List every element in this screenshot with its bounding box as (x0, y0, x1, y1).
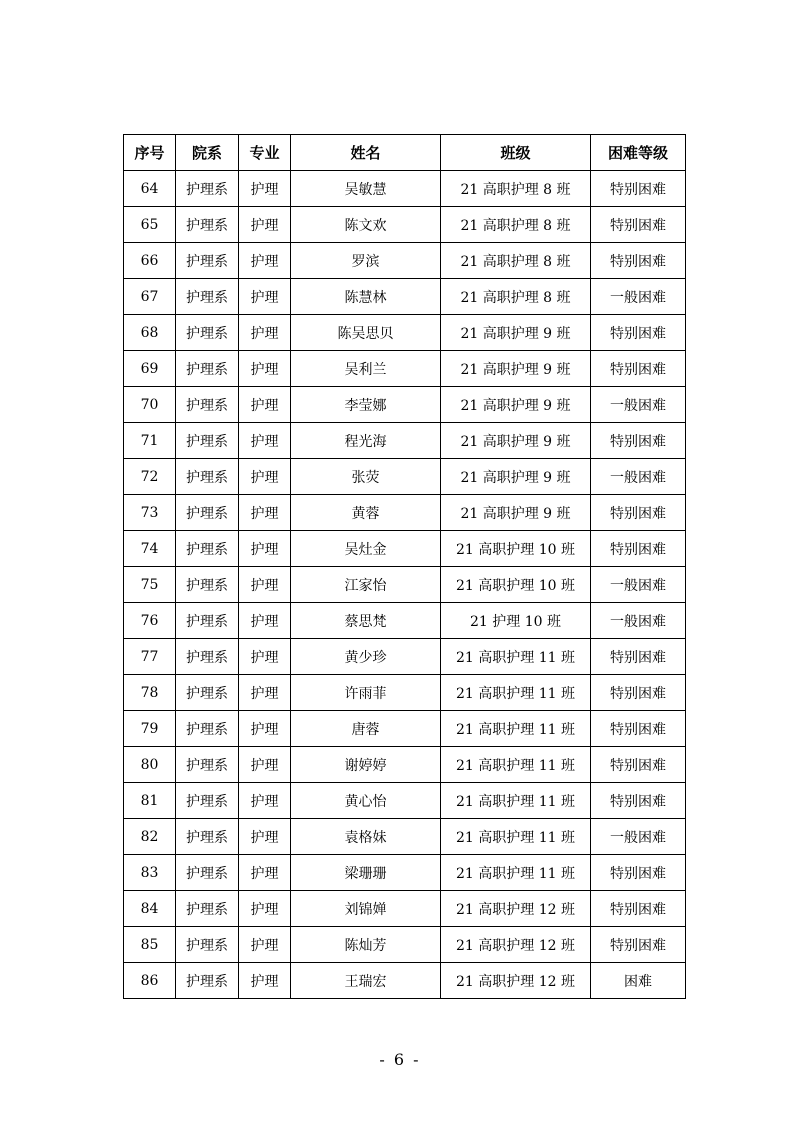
cell-class: 21 高职护理 10 班 (441, 531, 591, 567)
cell-difficulty-level: 一般困难 (591, 279, 686, 315)
cell-class: 21 高职护理 11 班 (441, 855, 591, 891)
cell-class: 21 高职护理 11 班 (441, 639, 591, 675)
cell-class: 21 高职护理 11 班 (441, 819, 591, 855)
cell-index: 77 (124, 639, 176, 675)
cell-name: 吴利兰 (291, 351, 441, 387)
header-name: 姓名 (291, 135, 441, 171)
cell-major: 护理 (239, 603, 291, 639)
table-row (124, 639, 686, 675)
cell-difficulty-level: 特别困难 (591, 423, 686, 459)
cell-class: 21 高职护理 9 班 (441, 351, 591, 387)
cell-index: 84 (124, 891, 176, 927)
cell-major: 护理 (239, 243, 291, 279)
table-row (124, 927, 686, 963)
cell-department: 护理系 (176, 423, 239, 459)
cell-major: 护理 (239, 459, 291, 495)
cell-index: 64 (124, 171, 176, 207)
cell-class: 21 高职护理 8 班 (441, 207, 591, 243)
cell-index: 79 (124, 711, 176, 747)
cell-name: 陈慧林 (291, 279, 441, 315)
cell-class: 21 高职护理 8 班 (441, 279, 591, 315)
cell-difficulty-level: 一般困难 (591, 819, 686, 855)
cell-class: 21 高职护理 12 班 (441, 963, 591, 999)
cell-index: 73 (124, 495, 176, 531)
cell-difficulty-level: 特别困难 (591, 747, 686, 783)
cell-department: 护理系 (176, 531, 239, 567)
cell-class: 21 高职护理 8 班 (441, 171, 591, 207)
cell-major: 护理 (239, 927, 291, 963)
cell-class: 21 高职护理 11 班 (441, 747, 591, 783)
cell-difficulty-level: 困难 (591, 963, 686, 999)
cell-name: 王瑞宏 (291, 963, 441, 999)
cell-name: 唐蓉 (291, 711, 441, 747)
table-body (124, 171, 686, 999)
cell-department: 护理系 (176, 207, 239, 243)
cell-index: 66 (124, 243, 176, 279)
cell-name: 张荧 (291, 459, 441, 495)
cell-major: 护理 (239, 855, 291, 891)
cell-class: 21 护理 10 班 (441, 603, 591, 639)
cell-name: 程光海 (291, 423, 441, 459)
cell-index: 71 (124, 423, 176, 459)
table-row (124, 891, 686, 927)
cell-department: 护理系 (176, 171, 239, 207)
cell-class: 21 高职护理 8 班 (441, 243, 591, 279)
cell-department: 护理系 (176, 639, 239, 675)
table-row (124, 351, 686, 387)
table-row (124, 171, 686, 207)
cell-name: 梁珊珊 (291, 855, 441, 891)
cell-class: 21 高职护理 11 班 (441, 783, 591, 819)
cell-department: 护理系 (176, 675, 239, 711)
cell-department: 护理系 (176, 963, 239, 999)
table-row (124, 531, 686, 567)
table-row (124, 819, 686, 855)
cell-difficulty-level: 特别困难 (591, 711, 686, 747)
table-row (124, 315, 686, 351)
cell-difficulty-level: 特别困难 (591, 171, 686, 207)
header-difficulty-level: 困难等级 (591, 135, 686, 171)
cell-difficulty-level: 特别困难 (591, 783, 686, 819)
cell-name: 陈文欢 (291, 207, 441, 243)
cell-index: 82 (124, 819, 176, 855)
cell-name: 许雨菲 (291, 675, 441, 711)
table-row (124, 675, 686, 711)
cell-major: 护理 (239, 711, 291, 747)
cell-name: 黄蓉 (291, 495, 441, 531)
cell-index: 68 (124, 315, 176, 351)
cell-department: 护理系 (176, 783, 239, 819)
cell-difficulty-level: 特别困难 (591, 351, 686, 387)
cell-difficulty-level: 特别困难 (591, 675, 686, 711)
cell-class: 21 高职护理 11 班 (441, 675, 591, 711)
table-row (124, 207, 686, 243)
cell-major: 护理 (239, 351, 291, 387)
cell-department: 护理系 (176, 603, 239, 639)
cell-major: 护理 (239, 675, 291, 711)
table-row (124, 459, 686, 495)
cell-index: 81 (124, 783, 176, 819)
cell-major: 护理 (239, 819, 291, 855)
cell-major: 护理 (239, 279, 291, 315)
cell-name: 江家怡 (291, 567, 441, 603)
table-row (124, 963, 686, 999)
cell-difficulty-level: 特别困难 (591, 207, 686, 243)
cell-difficulty-level: 特别困难 (591, 495, 686, 531)
cell-index: 74 (124, 531, 176, 567)
cell-name: 黄少珍 (291, 639, 441, 675)
table-row (124, 495, 686, 531)
table-row (124, 603, 686, 639)
table-row (124, 243, 686, 279)
cell-major: 护理 (239, 315, 291, 351)
cell-class: 21 高职护理 12 班 (441, 927, 591, 963)
cell-department: 护理系 (176, 711, 239, 747)
cell-name: 陈吴思贝 (291, 315, 441, 351)
cell-difficulty-level: 特别困难 (591, 927, 686, 963)
table-header-row (124, 135, 686, 171)
cell-index: 67 (124, 279, 176, 315)
cell-index: 78 (124, 675, 176, 711)
cell-class: 21 高职护理 9 班 (441, 387, 591, 423)
cell-department: 护理系 (176, 315, 239, 351)
cell-class: 21 高职护理 11 班 (441, 711, 591, 747)
cell-name: 罗滨 (291, 243, 441, 279)
cell-difficulty-level: 一般困难 (591, 387, 686, 423)
cell-difficulty-level: 特别困难 (591, 315, 686, 351)
cell-index: 70 (124, 387, 176, 423)
student-difficulty-table (123, 134, 686, 999)
cell-class: 21 高职护理 9 班 (441, 423, 591, 459)
cell-index: 65 (124, 207, 176, 243)
cell-difficulty-level: 特别困难 (591, 891, 686, 927)
cell-name: 刘锦婵 (291, 891, 441, 927)
cell-index: 83 (124, 855, 176, 891)
cell-index: 86 (124, 963, 176, 999)
table-row (124, 567, 686, 603)
page-number: - 6 - (379, 1050, 421, 1069)
cell-class: 21 高职护理 12 班 (441, 891, 591, 927)
header-department: 院系 (176, 135, 239, 171)
cell-class: 21 高职护理 9 班 (441, 315, 591, 351)
table-row (124, 423, 686, 459)
cell-major: 护理 (239, 495, 291, 531)
cell-difficulty-level: 特别困难 (591, 855, 686, 891)
cell-class: 21 高职护理 10 班 (441, 567, 591, 603)
cell-department: 护理系 (176, 855, 239, 891)
cell-department: 护理系 (176, 567, 239, 603)
cell-name: 袁格妹 (291, 819, 441, 855)
cell-name: 蔡思梵 (291, 603, 441, 639)
cell-department: 护理系 (176, 243, 239, 279)
cell-index: 85 (124, 927, 176, 963)
header-major: 专业 (239, 135, 291, 171)
cell-department: 护理系 (176, 819, 239, 855)
cell-major: 护理 (239, 171, 291, 207)
cell-department: 护理系 (176, 459, 239, 495)
table-row (124, 711, 686, 747)
cell-difficulty-level: 特别困难 (591, 243, 686, 279)
header-class: 班级 (441, 135, 591, 171)
cell-major: 护理 (239, 207, 291, 243)
table-row (124, 387, 686, 423)
cell-major: 护理 (239, 423, 291, 459)
cell-class: 21 高职护理 9 班 (441, 495, 591, 531)
cell-name: 黄心怡 (291, 783, 441, 819)
cell-difficulty-level: 特别困难 (591, 639, 686, 675)
cell-difficulty-level: 一般困难 (591, 567, 686, 603)
cell-department: 护理系 (176, 747, 239, 783)
table-row (124, 747, 686, 783)
cell-department: 护理系 (176, 927, 239, 963)
cell-major: 护理 (239, 963, 291, 999)
cell-major: 护理 (239, 531, 291, 567)
cell-department: 护理系 (176, 279, 239, 315)
cell-major: 护理 (239, 567, 291, 603)
cell-major: 护理 (239, 891, 291, 927)
cell-major: 护理 (239, 639, 291, 675)
header-index: 序号 (124, 135, 176, 171)
cell-major: 护理 (239, 387, 291, 423)
cell-name: 谢婷婷 (291, 747, 441, 783)
cell-department: 护理系 (176, 891, 239, 927)
cell-difficulty-level: 特别困难 (591, 531, 686, 567)
cell-department: 护理系 (176, 495, 239, 531)
cell-department: 护理系 (176, 351, 239, 387)
cell-name: 李莹娜 (291, 387, 441, 423)
cell-index: 80 (124, 747, 176, 783)
table-row (124, 783, 686, 819)
cell-index: 75 (124, 567, 176, 603)
cell-index: 72 (124, 459, 176, 495)
cell-department: 护理系 (176, 387, 239, 423)
cell-name: 陈灿芳 (291, 927, 441, 963)
cell-name: 吴敏慧 (291, 171, 441, 207)
cell-index: 69 (124, 351, 176, 387)
cell-difficulty-level: 一般困难 (591, 459, 686, 495)
cell-major: 护理 (239, 747, 291, 783)
cell-name: 吴灶金 (291, 531, 441, 567)
cell-index: 76 (124, 603, 176, 639)
cell-major: 护理 (239, 783, 291, 819)
table-row (124, 279, 686, 315)
cell-class: 21 高职护理 9 班 (441, 459, 591, 495)
cell-difficulty-level: 一般困难 (591, 603, 686, 639)
table-row (124, 855, 686, 891)
